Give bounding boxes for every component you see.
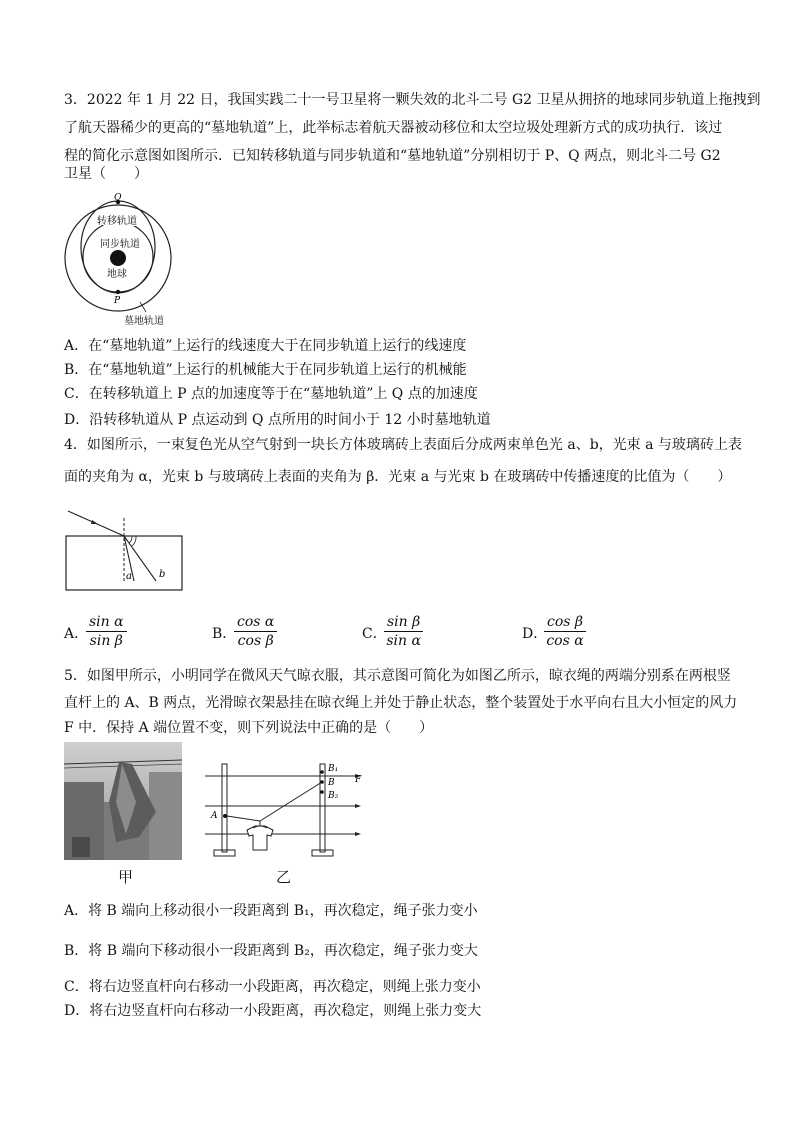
- q3-stem-line1: 3．2022 年 1 月 22 日，我国实践二十一号卫星将一颗失效的北斗二号 G2 卫星从拥挤的地球同步轨道上拖拽到: [64, 92, 761, 108]
- label-b1: B₁: [328, 764, 339, 774]
- q4-option-b-label: B．: [212, 626, 237, 642]
- label-b2: B₂: [328, 791, 339, 801]
- label-q: Q: [114, 193, 122, 203]
- q4-stem-line2: 面的夹角为 α，光束 b 与玻璃砖上表面的夹角为 β．光束 a 与光束 b 在玻璃砖中传播速度的比值为（ ）: [64, 469, 732, 485]
- q5-stem-line2: 直杆上的 A、B 两点，光滑晾衣架悬挂在晾衣绳上并处于静止状态，整个装置处于水平向右且大小恒定的风力: [64, 695, 738, 711]
- q3-orbit-diagram: [60, 192, 190, 332]
- q5-stem-line3: F 中．保持 A 端位置不变，则下列说法中正确的是（ ）: [64, 720, 434, 736]
- q4-option-d-numerator: cos β: [544, 613, 586, 632]
- q4-option-d-fraction: [544, 613, 586, 650]
- point-p-marker: [116, 290, 120, 294]
- label-sync-orbit: 同步轨道: [100, 239, 140, 250]
- q4-option-c-label: C．: [362, 626, 387, 642]
- q4-option-c-denominator: sin α: [386, 633, 421, 649]
- q3-stem-line2: 了航天器稀少的更高的“墓地轨道”上，此举标志着航天器被动移位和太空垃圾处理新方式的成功执行．该过: [64, 120, 723, 136]
- q3-option-c: C．在转移轨道上 P 点的加速度等于在“墓地轨道”上 Q 点的加速度: [64, 386, 478, 402]
- q5-diagram-yi: [205, 758, 375, 862]
- label-transfer-orbit: 转移轨道: [97, 216, 137, 227]
- q5-option-b: B．将 B 端向下移动很小一段距离到 B₂，再次稳定，绳子张力变大: [64, 943, 478, 959]
- q5-option-c: C．将右边竖直杆向右移动一小段距离，再次稳定，则绳上张力变小: [64, 979, 481, 995]
- caption-jia: 甲: [118, 868, 134, 886]
- q4-option-d-label: D．: [522, 626, 548, 642]
- q4-option-a-numerator: sin α: [86, 613, 127, 632]
- q3-stem-line4: 卫星（ ）: [64, 166, 148, 182]
- label-f: F: [355, 775, 362, 785]
- q3-option-a: A．在“墓地轨道”上运行的线速度大于在同步轨道上运行的线速度: [64, 338, 467, 354]
- q4-option-c-numerator: sin β: [384, 613, 423, 632]
- label-earth: 地球: [107, 269, 127, 280]
- q3-stem-line3: 程的简化示意图如图所示．已知转移轨道与同步轨道和“墓地轨道”分别相切于 P、Q 两点，则北斗二号 G2: [64, 148, 721, 164]
- q4-option-a-denominator: sin β: [89, 633, 123, 649]
- q5-option-d: D．将右边竖直杆向右移动一小段距离，再次稳定，则绳上张力变大: [64, 1003, 482, 1019]
- label-ray-a: a: [126, 571, 132, 582]
- q4-option-c-fraction: [384, 613, 423, 650]
- q4-option-b-numerator: cos α: [234, 613, 277, 632]
- q4-stem-line1: 4．如图所示，一束复色光从空气射到一块长方体玻璃砖上表面后分成两束单色光 a、b，光束 a 与玻璃砖上表: [64, 437, 742, 453]
- q3-option-b: B．在“墓地轨道”上运行的机械能大于在同步轨道上运行的机械能: [64, 362, 467, 378]
- label-a: A: [211, 811, 218, 821]
- q4-refraction-diagram: [62, 503, 186, 593]
- label-graveyard-orbit: 墓地轨道: [124, 316, 164, 327]
- q5-photo-jia: [64, 742, 182, 860]
- q5-option-a: A．将 B 端向上移动很小一段距离到 B₁，再次稳定，绳子张力变小: [64, 903, 478, 919]
- label-ray-b: b: [159, 569, 166, 580]
- q3-option-d: D．沿转移轨道从 P 点运动到 Q 点所用的时间小于 12 小时墓地轨道: [64, 412, 491, 428]
- label-p: P: [114, 296, 121, 306]
- label-b: B: [328, 778, 335, 788]
- q4-option-d-denominator: cos α: [546, 633, 584, 649]
- caption-yi: 乙: [276, 868, 292, 886]
- shirt-icon: [247, 826, 273, 850]
- earth-icon: [110, 250, 126, 266]
- q4-option-a-fraction: [86, 613, 127, 650]
- q4-option-b-fraction: [234, 613, 277, 650]
- q5-stem-line1: 5．如图甲所示，小明同学在微风天气晾衣服，其示意图可简化为如图乙所示，晾衣绳的两端分别系在两根竖: [64, 668, 731, 684]
- rope-left: [227, 816, 260, 821]
- rope-right: [260, 782, 322, 821]
- q4-option-b-denominator: cos β: [237, 633, 274, 649]
- q4-option-a-label: A．: [64, 626, 89, 642]
